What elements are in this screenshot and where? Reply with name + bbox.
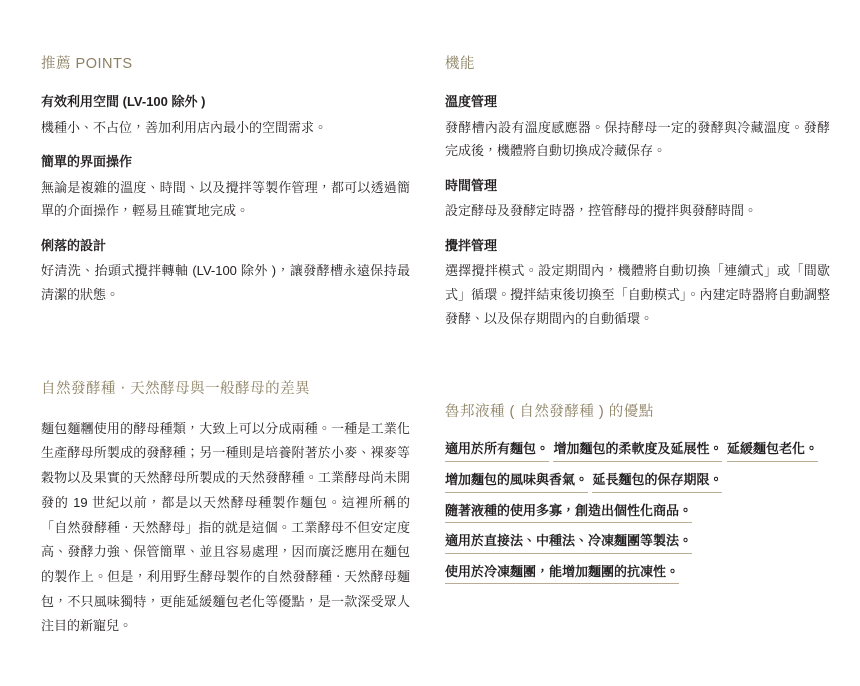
function-text-time: 設定酵母及發酵定時器，控管酵母的攪拌與發酵時間。 xyxy=(445,203,758,219)
section-title-functions: 機能 xyxy=(445,56,475,72)
feature-text-interface: 無論是複雜的溫度、時間、以及攪拌等製作管理，都可以透過簡單的介面操作，輕易且確實地完成。 xyxy=(41,179,410,219)
two-column-layout xyxy=(0,52,860,639)
feature-heading-interface: 簡單的界面操作 xyxy=(41,154,133,170)
feature-text-space: 機種小、不占位，善加利用店內最小的空間需求。 xyxy=(41,119,328,135)
function-heading-mixing: 攪拌管理 xyxy=(445,237,498,253)
feature-item-design xyxy=(41,236,410,307)
list-item: 適用於所有麵包。 xyxy=(445,440,549,462)
list-item: 延長麵包的保存期限。 xyxy=(592,471,722,493)
left-column xyxy=(0,52,430,639)
list-item: 延緩麵包老化。 xyxy=(727,440,818,462)
function-item-temperature xyxy=(445,92,830,163)
section-title-natural-yeast: 自然發酵種 ‧ 天然酵母與一般酵母的差異 xyxy=(41,380,311,397)
feature-item-space xyxy=(41,92,410,139)
right-column xyxy=(430,52,860,639)
function-item-mixing xyxy=(445,236,830,330)
feature-text-design: 好清洗、抬頭式攪拌轉軸 (LV-100 除外 )，讓發酵槽永遠保持最清潔的狀態。 xyxy=(41,263,410,303)
natural-yeast-paragraph: 麵包麵糰使用的酵母種類，大致上可以分成兩種。一種是工業化生產酵母所製成的發酵種；另一種則是培養附著於小麥、裸麥等穀物以及果實的天然酵母所製成的天然發酵種。工業酵母尚未開發的 19 世紀以前，都是以天然酵母種製作麵包。這裡所稱的「自然發酵種 ‧ 天然酵母」指的就是這個。工業酵母不但安定度高、發酵力強、保管簡單、並且容易處理，因而廣泛應用在麵包的製作上。但是，利用野生酵母製作的自然發酵種 ‧ 天然酵母麵包，不只風味獨特，更能延緩麵包老化等優點，是一款深受眾人注目的新寵兒。 xyxy=(41,420,410,634)
function-heading-temperature: 溫度管理 xyxy=(445,94,498,109)
function-text-mixing: 選擇攪拌模式。設定期間內，機體將自動切換「連續式」或「間歇式」循環。攪拌結束後切換至「自動模式」。內建定時器將自動調整發酵、以及保存期間內的自動循環。 xyxy=(445,263,830,326)
function-item-time xyxy=(445,176,830,223)
right-section-spacer xyxy=(445,340,830,400)
function-heading-time: 時間管理 xyxy=(445,177,498,193)
levain-benefit-list xyxy=(445,440,830,593)
function-text-temperature: 發酵槽內設有溫度感應器。保持酵母一定的發酵與冷藏溫度。發酵完成後，機體將自動切換成冷藏保存。 xyxy=(445,119,830,159)
feature-heading-space: 有效利用空間 (LV-100 除外 ) xyxy=(41,94,206,109)
section-title-levain-benefits: 魯邦液種 ( 自然發酵種 ) 的優點 xyxy=(445,404,654,421)
left-section-spacer xyxy=(41,317,410,377)
list-item: 適用於直接法、中種法、冷凍麵團等製法。 xyxy=(445,532,692,554)
list-item: 隨著液種的使用多寡，創造出個性化商品。 xyxy=(445,502,692,524)
list-item: 增加麵包的風味與香氣。 xyxy=(445,471,588,493)
feature-heading-design: 俐落的設計 xyxy=(41,237,107,253)
section-title-recommend-points: 推薦 POINTS xyxy=(41,56,133,72)
feature-item-interface xyxy=(41,152,410,223)
list-item: 增加麵包的柔軟度及延展性。 xyxy=(553,440,722,462)
list-item: 使用於冷凍麵團，能增加麵團的抗凍性。 xyxy=(445,563,679,585)
